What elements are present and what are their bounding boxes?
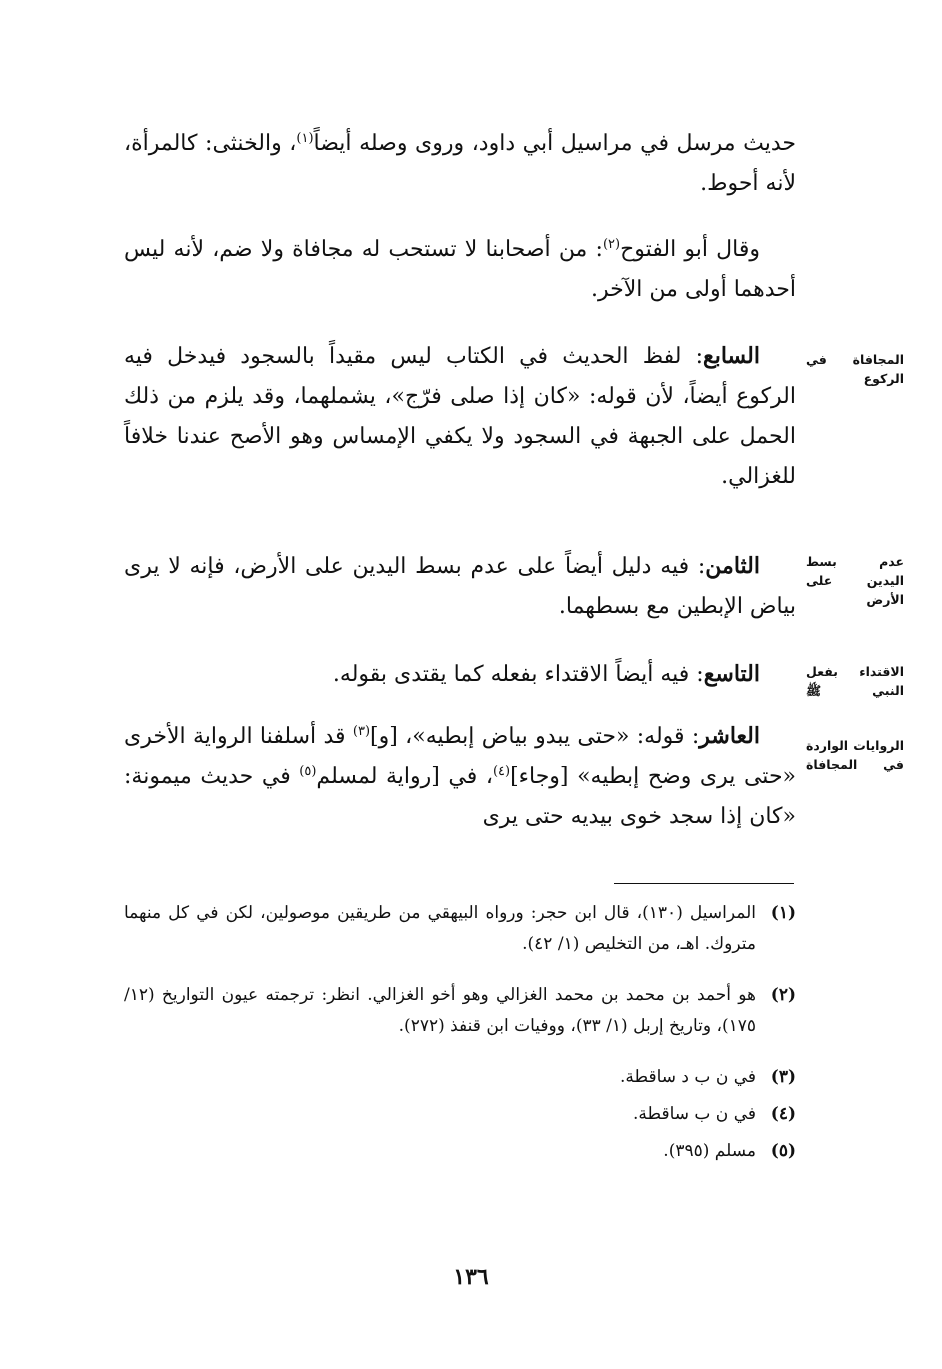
paragraph-seventh [124,336,796,497]
paragraph-tenth-lead: العاشر [699,723,760,749]
footnote-ref-1[interactable]: (١) [296,131,314,146]
margin-note-bowing: المجافاة في الركوع [806,352,904,386]
paragraph-eighth-text: : فيه دليل أيضاً على عدم بسط اليدين على الأرض، فإنه لا يرى بياض الإبطين مع بسطهما. [124,554,796,619]
footnote-ref-3[interactable]: (٣) [352,724,371,739]
footnote-item [124,1099,796,1130]
paragraph-1 [124,124,796,204]
footnote-text: في ن ب ساقطة. [632,1104,756,1124]
paragraph-2 [124,230,796,310]
paragraph-eighth [124,546,796,627]
paragraph-eighth-lead: الثامن [705,553,760,579]
footnote-number: (٣) [770,1067,796,1087]
page-number: ١٣٦ [453,1264,489,1290]
footnote-number: (١) [770,903,796,923]
paragraph-1-rest: ، والخنثى: كالمرأة، لأنه أحوط. [124,131,796,196]
footnote-separator [614,883,794,884]
paragraph-tenth-text-b: قد أسلفنا الرواية الأخرى «حتى يرى وضح إبطيه» [وجاء] [124,724,796,789]
footnote-item [124,898,796,960]
paragraph-ninth [124,654,796,695]
paragraph-tenth-text-c: ، في [رواية لمسلم [316,764,493,789]
paragraph-tenth-text-d: في حديث ميمونة: «كان إذا سجد خوى بيديه حتى يرى [124,764,796,829]
margin-note-prophet: الاقتداء بفعل النبي ﷺ [806,664,904,698]
footnote-ref-4[interactable]: (٤) [492,764,511,779]
footnote-item [124,1136,796,1167]
paragraph-seventh-text: : لفظ الحديث في الكتاب ليس مقيداً بالسجود فيدخل فيه الركوع أيضاً، لأن قوله: «كان إذا صلى فرّج»، يشملهما، وقد يلزم من ذلك الحمل على الجبهة في السجود ولا يكفي الإمساس وهو الأصح عندنا خلافاً للغزالي. [124,344,796,489]
footnote-text: هو أحمد بن محمد بن محمد الغزالي وهو أخو الغزالي. انظر: ترجمته عيون التواريخ (١٢/ ١٧٥)، وتاريخ إربل (١/ ٣٣)، ووفيات ابن قنفذ (٢٧٢). [124,985,756,1036]
footnote-ref-5[interactable]: (٥) [299,764,317,779]
footnotes [124,898,796,1167]
paragraph-seventh-lead: السابع [703,343,760,369]
margin-note-narrations: الروايات الواردة في المجافاة [806,738,904,772]
footnote-number: (٢) [770,985,796,1005]
footnote-text: في ن ب د ساقطة. [620,1067,756,1087]
paragraph-2-text-b: : من أصحابنا لا تستحب له مجافاة ولا ضم، لأنه ليس أحدهما أولى من الآخر. [124,237,796,302]
footnote-text: المراسيل (١٣٠)، قال ابن حجر: ورواه البيهقي من طريقين موصولين، لكن في كل منهما متروك. اهـ، من التخليص (١/ ٤٢). [124,903,756,954]
footnote-ref-2[interactable]: (٢) [602,237,621,252]
footnote-item [124,1062,796,1093]
paragraph-tenth [124,716,796,837]
footnote-item [124,980,796,1042]
footnote-number: (٥) [770,1141,796,1161]
footnote-number: (٤) [770,1104,796,1124]
paragraph-2-text-a: وقال أبو الفتوح [620,237,760,262]
paragraph-ninth-lead: التاسع [703,661,760,687]
footnote-text: مسلم (٣٩٥). [663,1141,756,1161]
paragraph-1-text: حديث مرسل في مراسيل أبي داود، وروى وصله أيضاً [313,131,797,156]
paragraph-tenth-text-a: : قوله: «حتى يبدو بياض إبطيه»، [و] [370,724,700,749]
paragraph-ninth-text: : فيه أيضاً الاقتداء بفعله كما يقتدى بقوله. [332,662,704,687]
margin-note-hands: عدم بسط اليدين على الأرض [806,554,904,607]
